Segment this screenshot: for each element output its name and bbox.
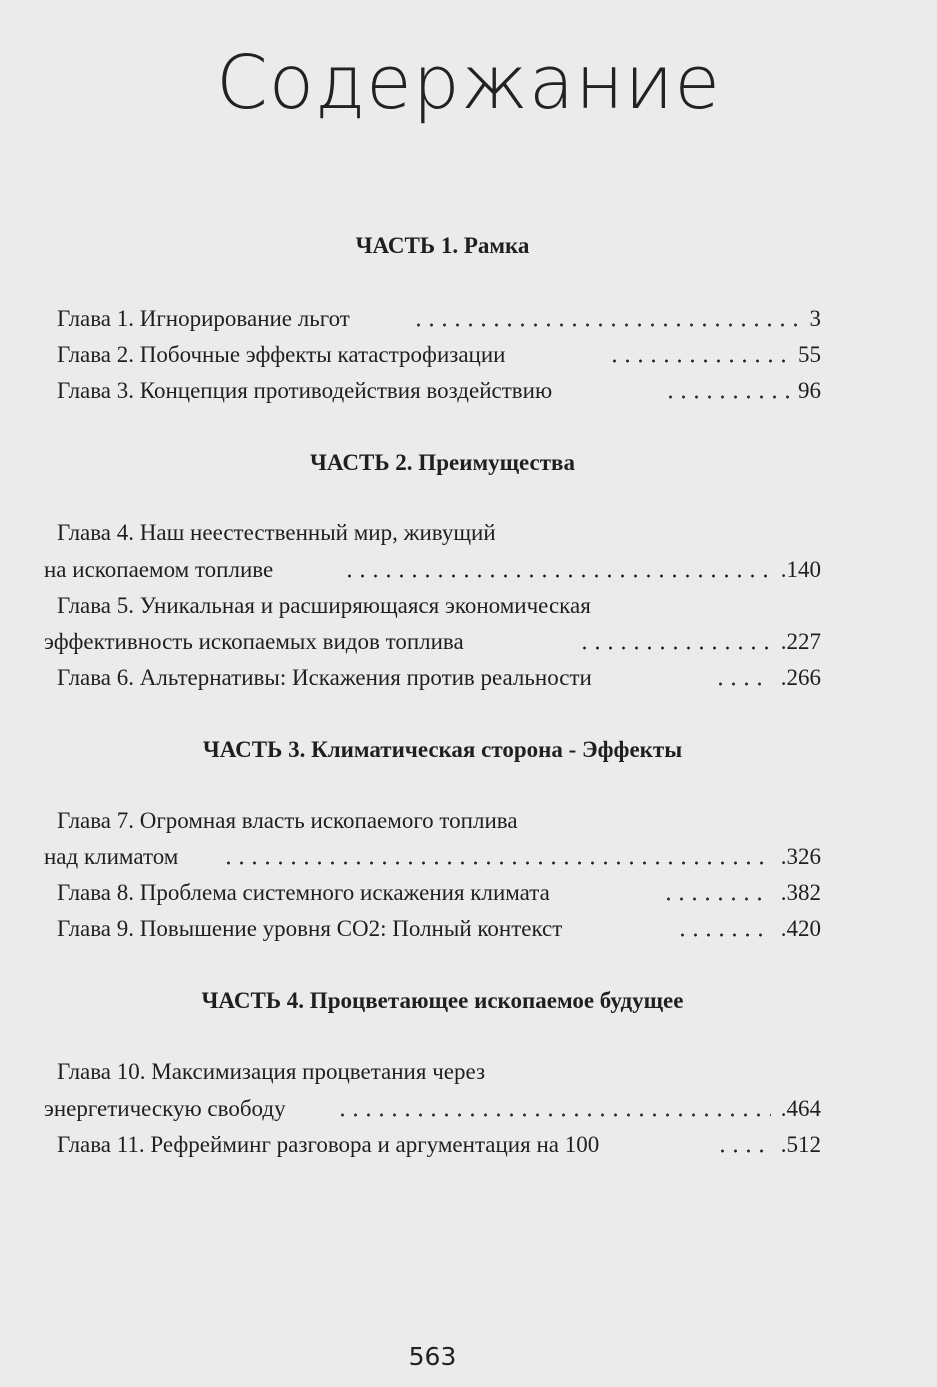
toc-entry (0, 306, 885, 336)
chapter-title: Глава 4. Наш неестественный мир, живущий (57, 520, 496, 545)
dot-leader (676, 933, 771, 937)
chapter-title: Глава 11. Рефрейминг разговора и аргументация на 100 (57, 1132, 600, 1157)
toc-entry-first-line (0, 593, 885, 623)
dot-leader (664, 395, 789, 399)
chapter-title-continued: на ископаемом топливе (44, 557, 274, 582)
dot-leader (412, 323, 801, 327)
chapter-title: Глава 7. Огромная власть ископаемого топлива (57, 808, 518, 833)
page-number: .382 (780, 880, 821, 905)
page-number: .326 (780, 844, 821, 869)
toc-entry-first-line (0, 520, 885, 550)
chapter-title: Глава 8. Проблема системного искажения климата (57, 880, 550, 905)
part-heading: ЧАСТЬ 3. Климатическая сторона - Эффекты (202, 737, 683, 762)
page-number: .266 (780, 665, 821, 690)
chapter-title: Глава 10. Максимизация процветания через (57, 1059, 486, 1084)
toc-entry-first-line (0, 808, 885, 838)
chapter-title-continued: над климатом (44, 844, 179, 869)
page-number: 96 (798, 378, 821, 403)
toc-entry (0, 665, 885, 695)
page-title: Содержание (216, 40, 721, 126)
toc-entry (0, 629, 885, 659)
dot-leader (608, 359, 789, 363)
chapter-title: Глава 1. Игнорирование льгот (57, 306, 350, 331)
chapter-title: Глава 6. Альтернативы: Искажения против реальности (57, 665, 592, 690)
dot-leader (222, 861, 771, 865)
chapter-title: Глава 2. Побочные эффекты катастрофизации (57, 342, 506, 367)
page-folio: 563 (408, 1342, 457, 1371)
dot-leader (662, 897, 771, 901)
chapter-title-continued: энергетическую свободу (44, 1096, 286, 1121)
page-number: .140 (780, 557, 821, 582)
toc-entry (0, 844, 885, 874)
page-number: 55 (798, 342, 821, 367)
chapter-title-continued: эффективность ископаемых видов топлива (44, 629, 464, 654)
toc-entry (0, 880, 885, 910)
toc-entry (0, 916, 885, 946)
dot-leader (336, 1113, 771, 1117)
toc-entry (0, 1096, 885, 1126)
part-heading: ЧАСТЬ 4. Процветающее ископаемое будущее (201, 988, 684, 1013)
dot-leader (716, 1149, 771, 1153)
page-number: 3 (809, 306, 821, 331)
toc-entry (0, 1132, 885, 1162)
page-number: .420 (780, 916, 821, 941)
dot-leader (343, 574, 771, 578)
chapter-title: Глава 5. Уникальная и расширяющаяся экономическая (57, 593, 591, 618)
chapter-title: Глава 3. Концепция противодействия воздействию (57, 378, 553, 403)
toc-entry-first-line (0, 1059, 885, 1089)
page-number: .512 (780, 1132, 821, 1157)
part-heading: ЧАСТЬ 2. Преимущества (310, 450, 575, 475)
chapter-title: Глава 9. Повышение уровня СО2: Полный контекст (57, 916, 563, 941)
page-number: .227 (780, 629, 821, 654)
toc-entry (0, 378, 885, 408)
toc-entry (0, 342, 885, 372)
toc-entry (0, 557, 885, 587)
dot-leader (578, 646, 771, 650)
part-heading: ЧАСТЬ 1. Рамка (355, 233, 530, 258)
page-number: .464 (780, 1096, 821, 1121)
dot-leader (714, 682, 771, 686)
